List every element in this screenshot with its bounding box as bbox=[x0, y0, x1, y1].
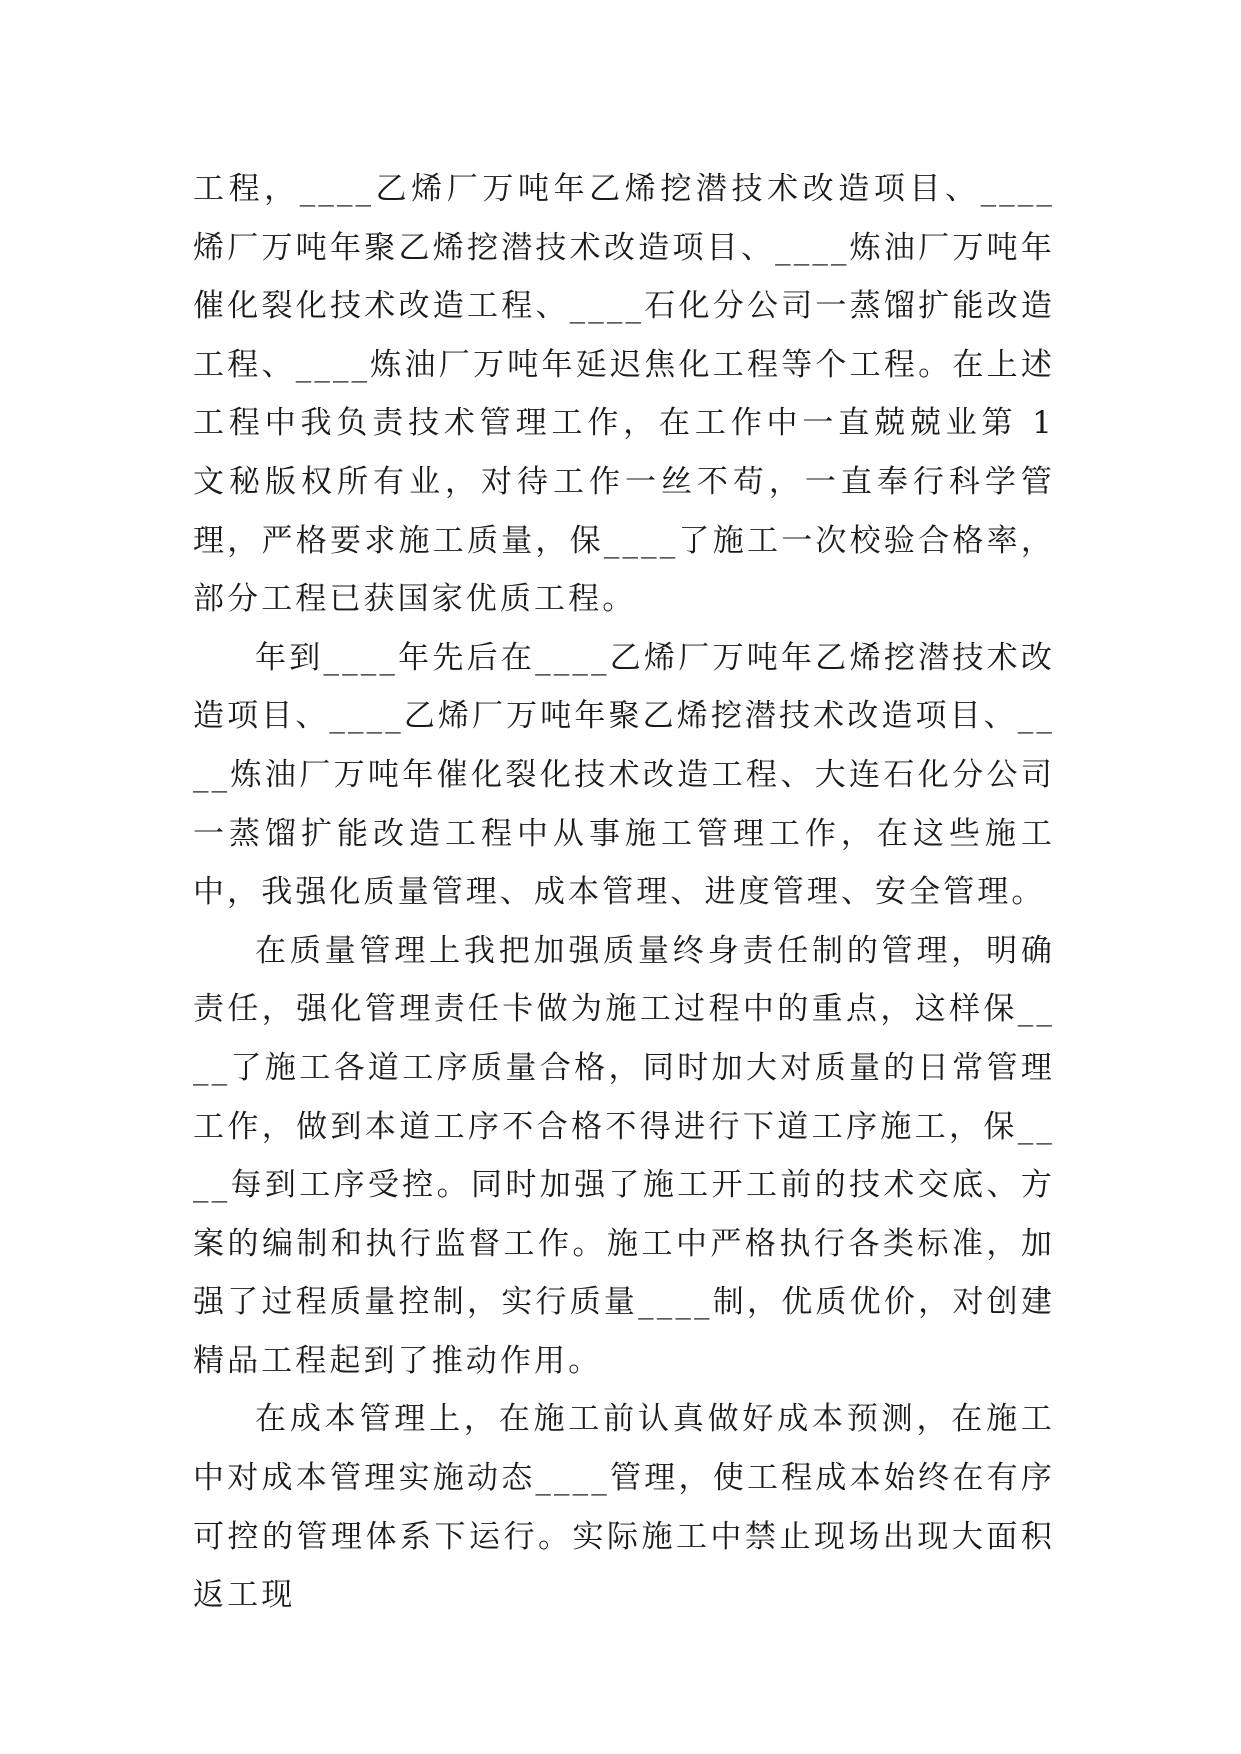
paragraph-4: 在成本管理上，在施工前认真做好成本预测，在施工中对成本管理实施动态____管理，使工程成本始终在有序可控的管理体系下运行。实际施工中禁止现场出现大面积返工现 bbox=[193, 1401, 1055, 1614]
paragraph-1: 工程，____乙烯厂万吨年乙烯挖潜技术改造项目、____烯厂万吨年聚乙烯挖潜技术改造项目、____炼油厂万吨年催化裂化技术改造工程、____石化分公司一蒸馏扩能改造工程、____炼油厂万吨年延迟焦化工程等个工程。在上述工程中我负责技术管理工作，在工作中一直兢兢业第 1 文秘版权所有业，对待工作一丝不苟，一直奉行科学管理，严格要求施工质量，保____了施工一次校验合格率，部分工程已获国家优质工程。 bbox=[193, 171, 1055, 618]
paragraph-2: 年到____年先后在____乙烯厂万吨年乙烯挖潜技术改造项目、____乙烯厂万吨年聚乙烯挖潜技术改造项目、____炼油厂万吨年催化裂化技术改造工程、大连石化分公司一蒸馏扩能改造工程中从事施工管理工作，在这些施工中，我强化质量管理、成本管理、进度管理、安全管理。 bbox=[193, 639, 1055, 911]
document-body bbox=[193, 160, 1055, 1625]
paragraph-3: 在质量管理上我把加强质量终身责任制的管理，明确责任，强化管理责任卡做为施工过程中的重点，这样保____了施工各道工序质量合格，同时加大对质量的日常管理工作，做到本道工序不合格不得进行下道工序施工，保____每到工序受控。同时加强了施工开工前的技术交底、方案的编制和执行监督工作。施工中严格执行各类标准，加强了过程质量控制，实行质量____制，优质优价，对创建精品工程起到了推动作用。 bbox=[193, 932, 1055, 1379]
